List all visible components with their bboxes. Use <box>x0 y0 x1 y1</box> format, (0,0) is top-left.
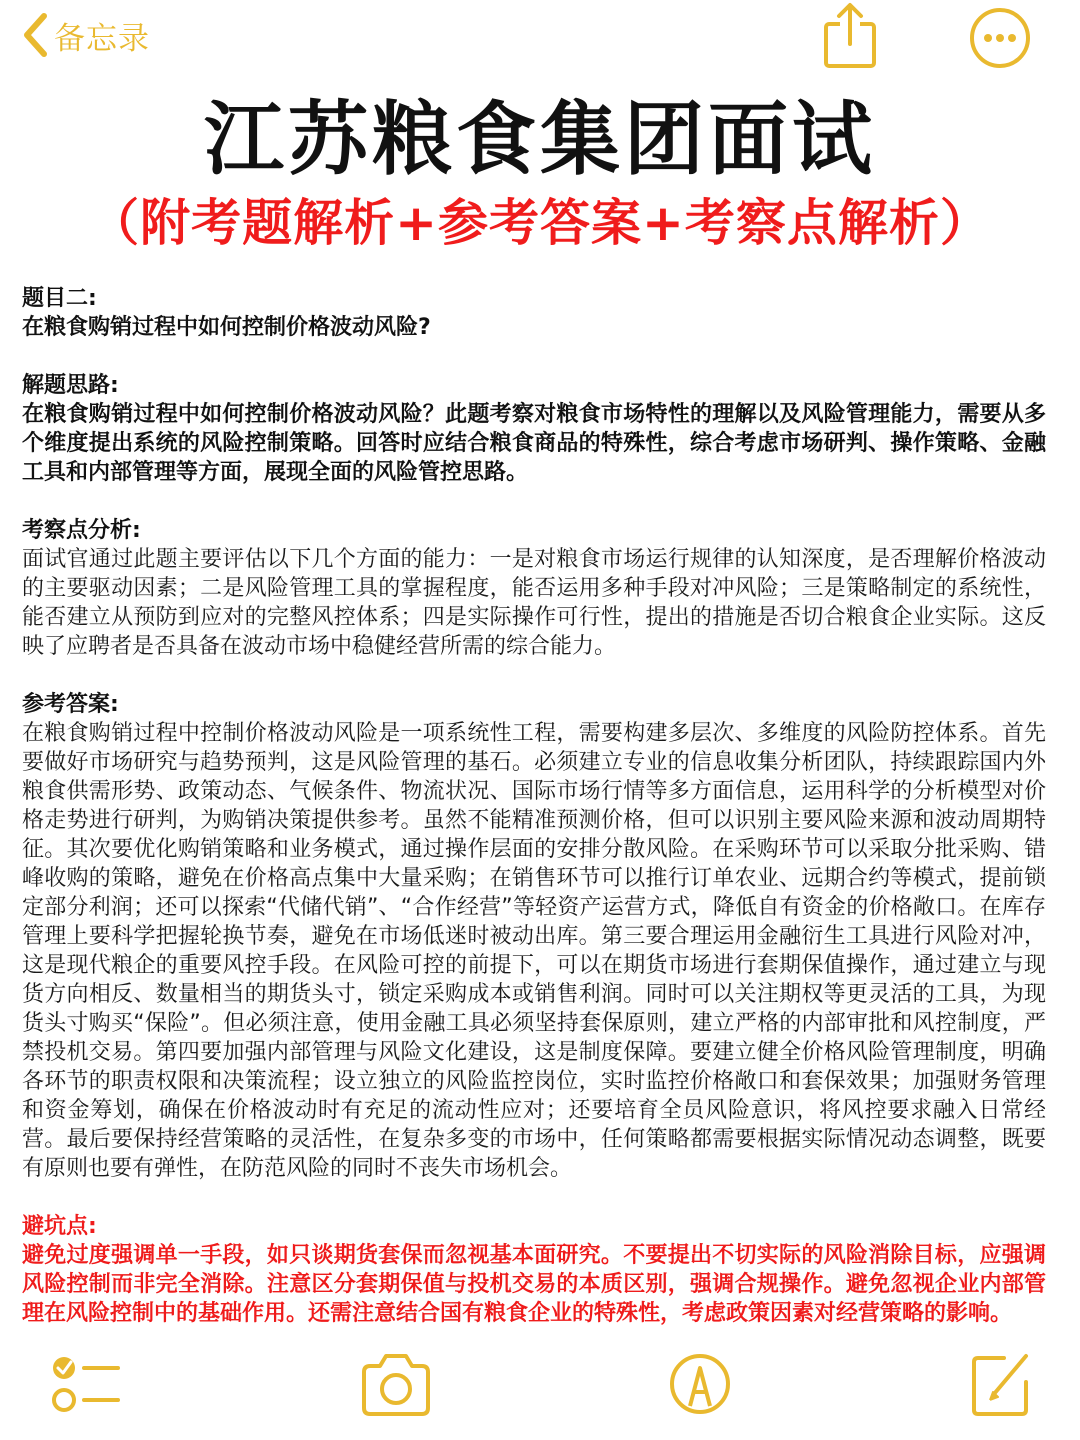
pitfalls-section <box>22 1212 1046 1328</box>
answer-text: 在粮食购销过程中控制价格波动风险是一项系统性工程，需要构建多层次、多维度的风险防控体系。首先要做好市场研究与趋势预判，这是风险管理的基石。必须建立专业的信息收集分析团队，持续跟踪国内外粮食供需形势、政策动态、气候条件、物流状况、国际市场行情等多方面信息，运用科学的分析模型对价格走势进行研判，为购销决策提供参考。虽然不能精准预测价格，但可以识别主要风险来源和波动周期特征。其次要优化购销策略和业务模式，通过操作层面的安排分散风险。在采购环节可以采取分批采购、错峰收购的策略，避免在价格高点集中大量采购；在销售环节可以推行订单农业、远期合约等模式，提前锁定部分利润；还可以探索“代储代销”、“合作经营”等轻资产运营方式，降低自有资金的价格敞口。在库存管理上要科学把握轮换节奏，避免在市场低迷时被动出库。第三要合理运用金融衍生工具进行风险对冲，这是现代粮企的重要风控手段。在风险可控的前提下，可以在期货市场进行套期保值操作，通过建立与现货方向相反、数量相当的期货头寸，锁定采购成本或销售利润。同时可以关注期权等更灵活的工具，为现货头寸购买“保险”。但必须注意，使用金融工具必须坚持套保原则，建立严格的内部审批和风控制度，严禁投机交易。第四要加强内部管理与风险文化建设，这是制度保障。要建立健全价格风险管理制度，明确各环节的职责权限和决策流程；设立独立的风险监控岗位，实时监控价格敞口和套保效果；加强财务管理和资金筹划，确保在价格波动时有充足的流动性应对；还要培育全员风险意识，将风控要求融入日常经营。最后要保持经营策略的灵活性，在复杂多变的市场中，任何策略都需要根据实际情况动态调整，既要有原则也要有弹性，在防范风险的同时不丧失市场机会。 <box>22 721 1046 1181</box>
pitfalls-heading: 避坑点: <box>22 1214 97 1239</box>
approach-heading: 解题思路: <box>22 373 119 398</box>
page-subtitle: （附考题解析+参考答案+考察点解析） <box>89 194 991 252</box>
back-button[interactable] <box>22 10 150 60</box>
bottom-toolbar <box>0 1348 1080 1440</box>
analysis-text: 面试官通过此题主要评估以下几个方面的能力：一是对粮食市场运行规律的认知深度，是否理解价格波动的主要驱动因素；二是风险管理工具的掌握程度，能否运用多种手段对冲风险；三是策略制定的系统性，能否建立从预防到应对的完整风控体系；四是实际操作可行性，提出的措施是否切合粮食企业实际。这反映了应聘者是否具备在波动市场中稳健经营所需的综合能力。 <box>22 547 1046 659</box>
question-section <box>22 284 1046 342</box>
pitfalls-text: 避免过度强调单一手段，如只谈期货套保而忽视基本面研究。不要提出不切实际的风险消除目标，应强调风险控制而非完全消除。注意区分套期保值与投机交易的本质区别，强调合规操作。避免忽视企业内部管理在风险控制中的基础作用。还需注意结合国有粮食企业的特殊性，考虑政策因素对经营策略的影响。 <box>22 1243 1046 1326</box>
page-title: 江苏粮食集团面试 <box>204 93 876 186</box>
answer-section <box>22 690 1046 1183</box>
compose-icon <box>968 1348 1034 1420</box>
answer-heading: 参考答案: <box>22 692 119 717</box>
analysis-section <box>22 516 1046 661</box>
more-options-button[interactable] <box>968 6 1032 70</box>
back-label: 备忘录 <box>54 20 150 57</box>
note-body[interactable] <box>22 284 1046 1328</box>
more-icon <box>968 6 1032 70</box>
question-text: 在粮食购销过程中如何控制价格波动风险? <box>22 315 431 340</box>
analysis-heading: 考察点分析: <box>22 518 141 543</box>
markup-button[interactable] <box>668 1348 732 1424</box>
top-nav-bar <box>0 0 1080 80</box>
approach-section <box>22 371 1046 487</box>
chevron-left-icon <box>22 12 48 58</box>
question-heading: 题目二: <box>22 286 97 311</box>
checklist-button[interactable] <box>48 1350 124 1424</box>
camera-button[interactable] <box>358 1350 434 1424</box>
compose-button[interactable] <box>968 1348 1034 1424</box>
checklist-icon <box>48 1350 124 1420</box>
share-button[interactable] <box>820 0 880 70</box>
markup-icon <box>668 1348 732 1420</box>
approach-text: 在粮食购销过程中如何控制价格波动风险？此题考察对粮食市场特性的理解以及风险管理能力，需要从多个维度提出系统的风险控制策略。回答时应结合粮食商品的特殊性，综合考虑市场研判、操作策略、金融工具和内部管理等方面，展现全面的风险管控思路。 <box>22 402 1046 485</box>
camera-icon <box>358 1350 434 1420</box>
share-icon <box>820 0 880 70</box>
